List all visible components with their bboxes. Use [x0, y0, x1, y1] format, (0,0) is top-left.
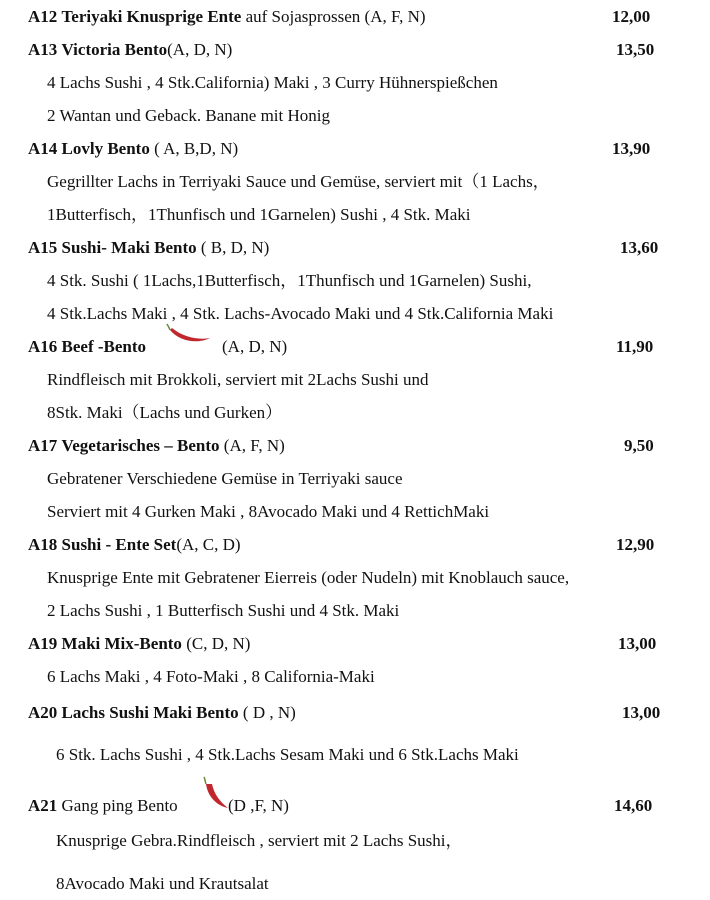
item-title	[28, 702, 296, 724]
item-name: Victoria Bento	[61, 40, 168, 59]
item-price: 13,90	[612, 139, 651, 158]
item-price: 9,50	[624, 436, 654, 455]
item-allergens: ( B, D, N)	[196, 238, 270, 257]
item-code: A15	[28, 238, 58, 257]
item-code: A17	[28, 436, 58, 455]
item-name: Teriyaki Knusprige Ente	[61, 7, 242, 26]
item-description: Knusprige Gebra.Rindfleisch , serviert mit 2 Lachs Sushi，	[56, 831, 463, 850]
item-title	[28, 237, 269, 259]
item-description: 6 Lachs Maki , 4 Foto-Maki , 8 California-Maki	[47, 667, 375, 686]
item-description: 1Butterfisch，1Thunfisch und 1Garnelen) Sushi , 4 Stk. Maki	[47, 205, 471, 224]
chili-pepper-icon	[166, 322, 212, 352]
item-description: Gegrillter Lachs in Terriyaki Sauce und Gemüse, serviert mit（1 Lachs，	[47, 172, 550, 191]
item-description: 2 Wantan und Geback. Banane mit Honig	[47, 106, 330, 125]
menu-item-a20	[0, 702, 710, 724]
item-title	[28, 39, 232, 61]
item-description: Rindfleisch mit Brokkoli, serviert mit 2Lachs Sushi und	[47, 370, 429, 389]
item-code: A19	[28, 634, 58, 653]
item-description: 8Stk. Maki（Lachs und Gurken）	[47, 403, 283, 422]
menu-item-a12	[0, 6, 710, 28]
item-title	[28, 336, 146, 358]
menu-item-a16	[0, 336, 710, 358]
item-name: Vegetarisches – Bento	[61, 436, 220, 455]
item-name: Sushi - Ente Set	[61, 535, 177, 554]
menu-item-a21	[0, 795, 710, 817]
item-price: 14,60	[614, 796, 653, 815]
chili-pepper-icon	[196, 776, 230, 816]
item-title	[28, 435, 285, 457]
item-code: A21	[28, 796, 58, 815]
item-allergens: ( A, B,D, N)	[149, 139, 239, 158]
item-name: Lovly Bento	[61, 139, 150, 158]
item-code: A12	[28, 7, 58, 26]
item-description: 4 Lachs Sushi , 4 Stk.California) Maki , 3 Curry Hühnerspießchen	[47, 73, 498, 92]
menu-item-a19	[0, 633, 710, 655]
item-description: 4 Stk. Sushi ( 1Lachs,1Butterfisch，1Thunfisch und 1Garnelen) Sushi,	[47, 271, 532, 290]
item-description: 2 Lachs Sushi , 1 Butterfisch Sushi und 4 Stk. Maki	[47, 601, 400, 620]
item-title	[28, 6, 426, 28]
item-name: Gang ping Bento	[57, 796, 178, 815]
item-name: Maki Mix-Bento	[61, 634, 182, 653]
item-title	[28, 534, 241, 556]
item-name: Beef -Bento	[61, 337, 147, 356]
item-price: 13,00	[622, 703, 661, 722]
item-name: Lachs Sushi Maki Bento	[61, 703, 239, 722]
item-description: Knusprige Ente mit Gebratener Eierreis (oder Nudeln) mit Knoblauch sauce,	[47, 568, 570, 587]
item-code: A13	[28, 40, 58, 59]
item-allergens: ( D , N)	[238, 703, 296, 722]
item-title	[28, 795, 178, 817]
item-allergens: (A, D, N)	[222, 337, 288, 356]
item-price: 12,90	[616, 535, 655, 554]
item-price: 13,60	[620, 238, 659, 257]
item-description: Serviert mit 4 Gurken Maki , 8Avocado Maki und 4 RettichMaki	[47, 502, 490, 521]
item-allergens: (D ,F, N)	[228, 796, 289, 815]
item-title	[28, 633, 250, 655]
menu-item-a15	[0, 237, 710, 259]
item-description: 4 Stk.Lachs Maki , 4 Stk. Lachs-Avocado Maki und 4 Stk.California Maki	[47, 304, 554, 323]
menu-item-a17	[0, 435, 710, 457]
item-code: A18	[28, 535, 58, 554]
item-price: 11,90	[616, 337, 654, 356]
menu-item-a13	[0, 39, 710, 61]
item-description: 6 Stk. Lachs Sushi , 4 Stk.Lachs Sesam Maki und 6 Stk.Lachs Maki	[56, 745, 519, 764]
item-price: 13,50	[616, 40, 655, 59]
item-allergens: (A, F, N)	[219, 436, 285, 455]
item-name: Sushi- Maki Bento	[61, 238, 197, 257]
item-code: A20	[28, 703, 58, 722]
item-code: A16	[28, 337, 58, 356]
item-description: Gebratener Verschiedene Gemüse in Terriyaki sauce	[47, 469, 403, 488]
item-allergens: (A, C, D)	[176, 535, 241, 554]
item-title	[28, 138, 238, 160]
item-description: 8Avocado Maki und Krautsalat	[56, 874, 269, 893]
menu-item-a18	[0, 534, 710, 556]
item-price: 13,00	[618, 634, 657, 653]
item-code: A14	[28, 139, 58, 158]
item-allergens: (A, D, N)	[167, 40, 233, 59]
item-allergens: (C, D, N)	[181, 634, 251, 653]
item-allergens: auf Sojasprossen (A, F, N)	[241, 7, 426, 26]
item-price: 12,00	[612, 7, 651, 26]
menu-item-a14	[0, 138, 710, 160]
